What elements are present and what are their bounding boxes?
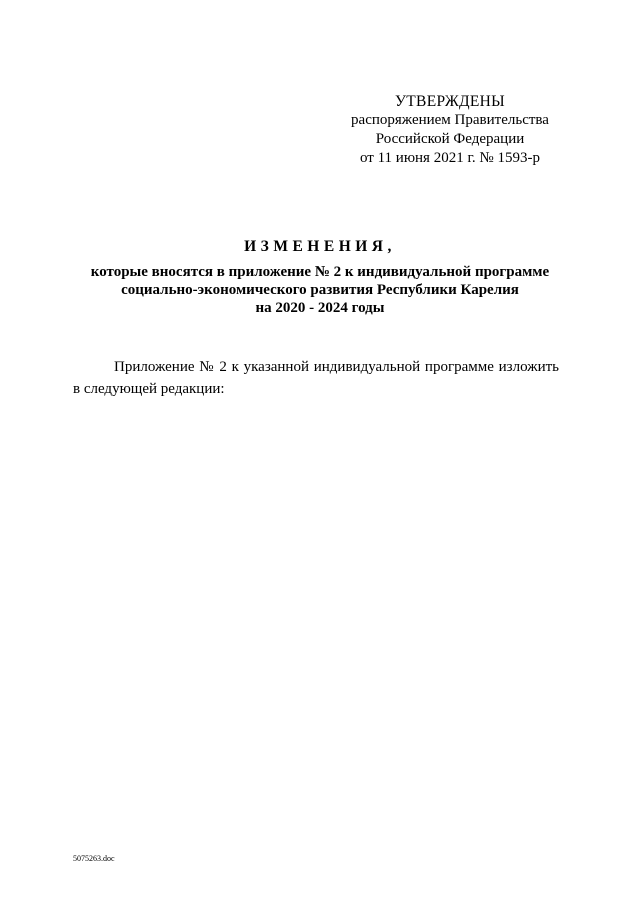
approval-block [330, 92, 570, 168]
subtitle-line-1: которые вносятся в приложение № 2 к индивидуальной программе [90, 264, 550, 280]
subtitle-line-2: социально-экономического развития Республики Карелия [121, 282, 519, 298]
approval-title: УТВЕРЖДЕНЫ [395, 93, 505, 110]
document-file-id: 5075263.doc [73, 854, 115, 863]
body-paragraph-text: Приложение № 2 к указанной индивидуальной программе изложить в следующей редакции: [73, 359, 559, 397]
subtitle-line-3: на 2020 - 2024 годы [255, 300, 385, 316]
approval-line-3: от 11 июня 2021 г. № 1593-р [360, 150, 540, 166]
document-subtitle [60, 263, 580, 317]
approval-line-1: распоряжением Правительства [351, 112, 549, 128]
approval-line-2: Российской Федерации [375, 131, 525, 147]
body-paragraph [73, 356, 559, 400]
document-heading: ИЗМЕНЕНИЯ, [244, 238, 396, 255]
